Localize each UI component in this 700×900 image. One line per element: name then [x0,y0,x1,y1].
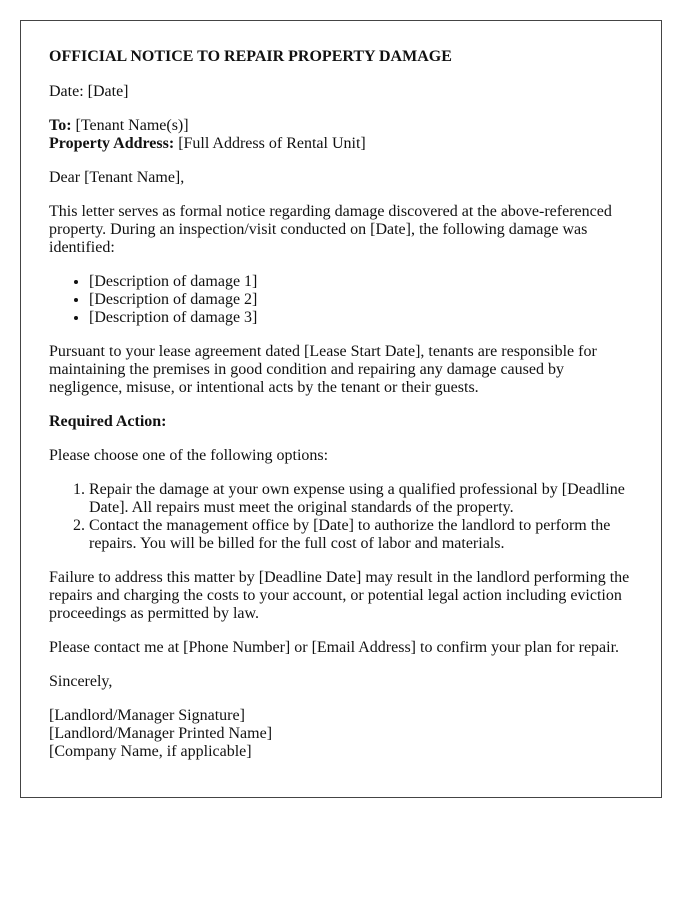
recipient-block [49,117,633,153]
damage-item: • [Description of damage 1] [89,273,633,291]
signature-block [49,707,633,761]
date-line: Date: [Date] [49,83,129,100]
address-label: Property Address: [49,135,175,152]
failure-paragraph: Failure to address this matter by [Deadline Date] may result in the landlord performing the repairs and charging the costs to your account, or potential legal action including eviction proceedings as permitted by law. [49,569,630,622]
option-item: 2. Contact the management office by [Date] to authorize the landlord to perform the repairs. You will be billed for the full cost of labor and materials. [89,517,633,553]
company-name-line: [Company Name, if applicable] [49,743,252,760]
required-action-heading [49,413,633,431]
required-action-label: Required Action: [49,413,167,430]
lease-paragraph: Pursuant to your lease agreement dated [Lease Start Date], tenants are responsible for maintaining the premises in good condition and repairing any damage caused by negligence, misuse, or intentional acts by the tenant or their guests. [49,343,597,396]
options-list [49,481,633,553]
to-label: To: [49,117,72,134]
contact-paragraph: Please contact me at [Phone Number] or [Email Address] to confirm your plan for repair. [49,639,620,656]
to-value: [Tenant Name(s)] [71,117,189,134]
option-item: 1. Repair the damage at your own expense using a qualified professional by [Deadline Date]. All repairs must meet the original standards of the property. [89,481,633,517]
salutation: Dear [Tenant Name], [49,169,185,186]
notice-letter [20,20,662,798]
closing: Sincerely, [49,673,113,690]
signature-line: [Landlord/Manager Signature] [49,707,245,724]
letter-title: OFFICIAL NOTICE TO REPAIR PROPERTY DAMAGE [49,48,452,65]
damage-item: • [Description of damage 3] [89,309,633,327]
address-value: [Full Address of Rental Unit] [174,135,366,152]
intro-paragraph: This letter serves as formal notice regarding damage discovered at the above-referenced property. During an inspection/visit conducted on [Date], the following damage was identified: [49,203,612,256]
damage-list [49,273,633,327]
printed-name-line: [Landlord/Manager Printed Name] [49,725,273,742]
damage-item: • [Description of damage 2] [89,291,633,309]
options-intro: Please choose one of the following options: [49,447,329,464]
